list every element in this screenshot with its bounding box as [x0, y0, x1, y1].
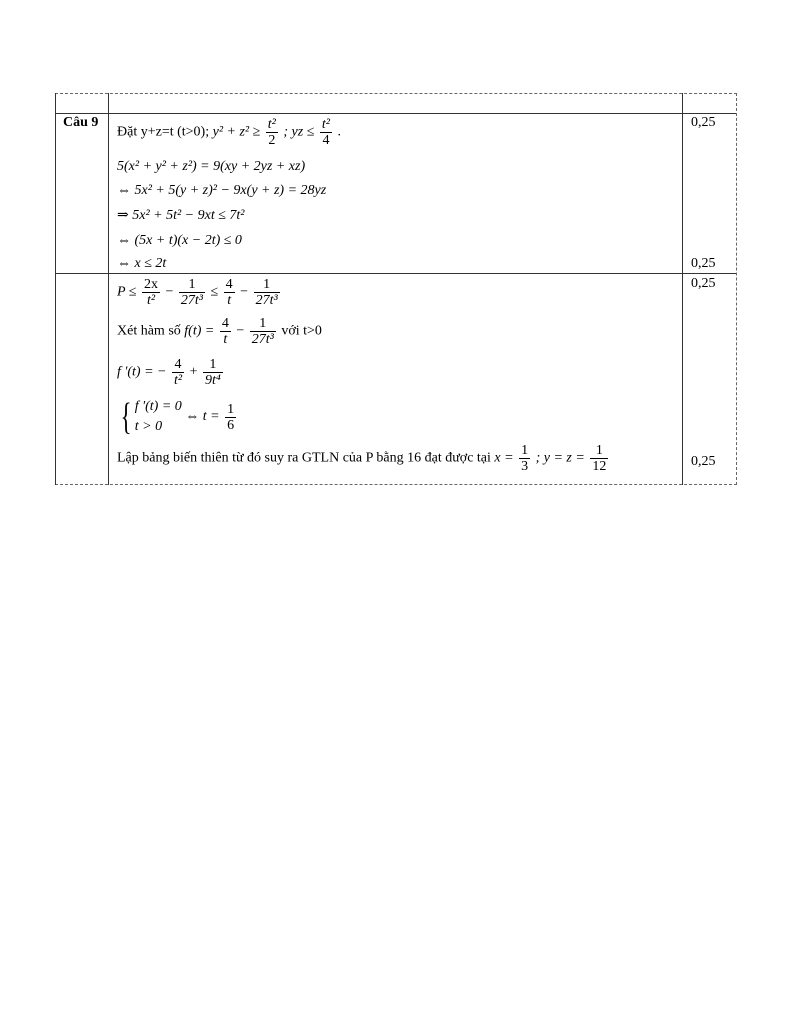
score-4: 0,25	[691, 454, 716, 469]
score-1: 0,25	[691, 115, 716, 130]
frac-4-over-t: $\frac{4}{t}$	[225, 277, 233, 308]
frac-t2-over-4: $\frac{\text{t²}}{4}$	[321, 117, 330, 148]
answer-table	[55, 93, 737, 485]
equation-2: ⇔ 5x² + 5(y + z)² − 9x(y + z) = 28yz	[117, 183, 327, 198]
equation-5: ⇔ x ≤ 2t	[117, 256, 167, 271]
system-line: { f '(t) = 0 t > 0 ⇔ t = $\frac{1}{6}$	[120, 396, 235, 438]
table-top-border	[55, 93, 737, 94]
frac-4-over-t2: $\frac{4}{\text{t²}}$	[174, 357, 183, 388]
intro-ineq2: ; yz ≤	[283, 124, 315, 140]
intro-text: Đặt y+z=t (t>0);	[117, 124, 210, 140]
table-left-border	[55, 93, 56, 485]
equation-4: ⇔ (5x + t)(x − 2t) ≤ 0	[117, 233, 242, 248]
table-column-divider-2	[682, 93, 683, 485]
function-definition-line: Xét hàm số f(t) = $\frac{4}{t}$ − $\frac{1}{\text{27t³}}$ với t>0	[117, 316, 322, 347]
left-brace-icon: {	[120, 396, 132, 438]
table-bottom-border	[55, 484, 737, 485]
derivative-line: f '(t) = − $\frac{4}{\text{t²}}$ + $\frac{1}{\text{9t⁴}}$	[117, 357, 221, 388]
question-label: Câu 9	[63, 115, 99, 130]
score-3: 0,25	[691, 276, 716, 291]
frac-1-over-9t4: $\frac{1}{\text{9t⁴}}$	[205, 357, 221, 388]
intro-ineq1: y² + z² ≥	[212, 124, 261, 140]
frac-1-over-3: $\frac{1}{3}$	[521, 443, 529, 474]
p-inequality-line: P ≤ $\frac{2x}{\text{t²}}$ − $\frac{1}{\text{27t³}}$ ≤ $\frac{4}{t}$ − $\frac{1}{\text{27t³}}$	[117, 277, 278, 308]
frac-1-over-27t3: $\frac{1}{\text{27t³}}$	[180, 277, 203, 308]
table-row-divider-middle	[55, 273, 737, 274]
system-equations: f '(t) = 0 t > 0	[134, 399, 182, 434]
frac-2x-over-t2: $\frac{2x}{\text{t²}}$	[143, 277, 158, 308]
intro-line	[117, 117, 341, 148]
conclusion-line: Lập bảng biến thiên từ đó suy ra GTLN của P bằng 16 đạt được tại x = $\frac{1}{3}$ ; y = z = $\frac{1}{12}$	[117, 443, 607, 474]
frac-1-over-27t3-c: $\frac{1}{\text{27t³}}$	[251, 316, 274, 347]
table-row-divider-top	[55, 113, 737, 114]
frac-t2-over-2: $\frac{\text{t²}}{2}$	[267, 117, 276, 148]
intro-end: .	[337, 124, 341, 140]
equation-1: 5(x² + y² + z²) = 9(xy + 2yz + xz)	[117, 159, 306, 174]
frac-4-over-t-b: $\frac{4}{t}$	[221, 316, 229, 347]
equation-3: ⇒ 5x² + 5t² − 9xt ≤ 7t²	[117, 208, 245, 223]
frac-1-over-12: $\frac{1}{12}$	[592, 443, 607, 474]
table-column-divider-1	[108, 93, 109, 485]
table-right-border	[736, 93, 737, 485]
score-2: 0,25	[691, 256, 716, 271]
frac-1-over-6: $\frac{1}{6}$	[227, 401, 235, 433]
frac-1-over-27t3-b: $\frac{1}{\text{27t³}}$	[255, 277, 278, 308]
